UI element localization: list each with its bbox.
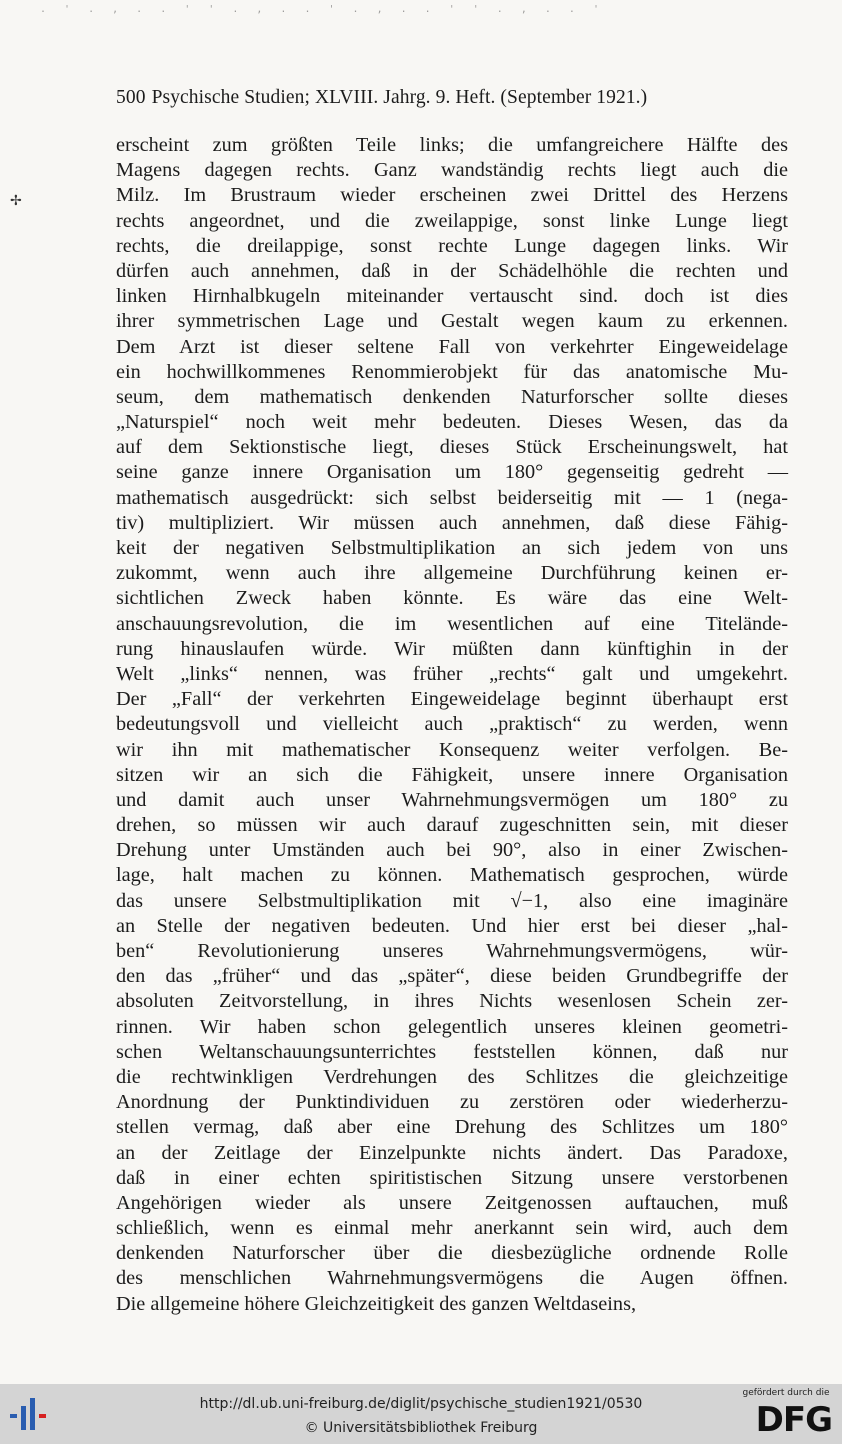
text-line: rechts angeordnet, und die zweilappige, sonst linke Lunge liegt <box>116 209 788 232</box>
text-line: die rechtwinkligen Verdrehungen des Schlitzes die gleichzeitige <box>116 1065 788 1088</box>
text-line: absoluten Zeitvorstellung, in ihres Nichts wesenlosen Schein zer- <box>116 990 788 1013</box>
running-head-title: Psychische Studien; XLVIII. Jahrg. 9. Heft. (September 1921.) <box>151 87 648 108</box>
text-line: rung hinauslaufen würde. Wir müßten dann künftighin in der <box>116 637 788 660</box>
text-line: Angehörigen wieder als unsere Zeitgenossen auftauchen, muß <box>116 1191 788 1214</box>
text-line: des menschlichen Wahrnehmungsvermögens die Augen öffnen. <box>116 1267 788 1290</box>
text-line: rechts, die dreilappige, sonst rechte Lunge dagegen links. Wir <box>116 234 788 257</box>
body-text <box>116 133 788 1317</box>
text-line: zukommt, wenn auch ihre allgemeine Durchführung keinen er- <box>116 562 788 585</box>
text-line: rinnen. Wir haben schon gelegentlich unseres kleinen geometri- <box>116 1015 788 1038</box>
text-line: Milz. Im Brustraum wieder erscheinen zwei Drittel des Herzens <box>116 184 788 207</box>
page-number: 500 <box>116 87 146 108</box>
text-line: den das „früher“ und das „später“, diese beiden Grundbegriffe der <box>116 965 788 988</box>
text-line: keit der negativen Selbstmultiplikation an sich jedem von uns <box>116 537 788 559</box>
text-line: bedeutungsvoll und vielleicht auch „praktisch“ zu werden, wenn <box>116 713 788 736</box>
text-line: stellen vermag, daß aber eine Drehung des Schlitzes um 180° <box>116 1116 788 1139</box>
text-line: seum, dem mathematisch denkenden Naturforscher sollte dieses <box>116 385 788 408</box>
text-line: linken Hirnhalbkugeln miteinander vertauscht sind. doch ist dies <box>116 285 788 308</box>
text-line: das unsere Selbstmultiplikation mit √−1, also eine imaginäre <box>116 889 788 912</box>
text-line: schließlich, wenn es einmal mehr anerkannt sein wird, auch dem <box>116 1217 788 1240</box>
text-line: Der „Fall“ der verkehrten Eingeweidelage beginnt überhaupt erst <box>116 688 788 711</box>
text-line: anschauungsrevolution, die im wesentlichen auf eine Titelände- <box>116 612 788 635</box>
scan-artifacts: . ' . , . . ' ' . , . . ' . , . . ' ' . , . . ' <box>40 4 605 15</box>
text-line: an Stelle der negativen bedeuten. Und hier erst bei dieser „hal- <box>116 914 788 937</box>
dfg-caption: gefördert durch die <box>742 1388 830 1398</box>
text-line: dürfen auch annehmen, daß in der Schädelhöhle die rechten und <box>116 259 788 282</box>
text-line: auf dem Sektionstische liegt, dieses Stück Erscheinungswelt, hat <box>116 436 788 459</box>
text-line: schen Weltanschauungsunterrichtes feststellen können, daß nur <box>116 1040 788 1063</box>
footer-copyright: © Universitätsbibliothek Freiburg <box>304 1420 538 1436</box>
text-line: tiv) multipliziert. Wir müssen auch annehmen, daß diese Fähig- <box>116 511 788 534</box>
text-line: ihrer symmetrischen Lage und Gestalt wegen kaum zu erkennen. <box>116 310 788 333</box>
text-line: Anordnung der Punktindividuen zu zerstören oder wiederherzu- <box>116 1091 788 1114</box>
text-line: Die allgemeine höhere Gleichzeitigkeit des ganzen Weltdaseins, <box>116 1292 637 1315</box>
text-line: seine ganze innere Organisation um 180° gegenseitig gedreht — <box>116 461 788 484</box>
text-line: ben“ Revolutionierung unseres Wahrnehmungsvermögens, wür- <box>116 940 788 962</box>
text-line: und damit auch unser Wahrnehmungsvermögen um 180° zu <box>116 788 788 811</box>
text-line: ein hochwillkommenes Renommierobjekt für das anatomische Mu- <box>116 360 788 383</box>
running-head <box>116 87 796 109</box>
text-line: lage, halt machen zu können. Mathematisch gesprochen, würde <box>116 864 788 887</box>
text-line: Drehung unter Umständen auch bei 90°, also in einer Zwischen- <box>116 839 788 862</box>
text-line: sichtlichen Zweck haben könnte. Es wäre das eine Welt- <box>116 587 788 610</box>
text-line: sitzen wir an sich die Fähigkeit, unsere innere Organisation <box>116 763 788 786</box>
text-line: erscheint zum größten Teile links; die umfangreichere Hälfte des <box>116 134 788 156</box>
text-line: Welt „links“ nennen, was früher „rechts“ galt und umgekehrt. <box>116 662 788 685</box>
text-line: daß in einer echten spiritistischen Sitzung unsere verstorbenen <box>116 1166 788 1189</box>
dfg-logo: DFG <box>755 1400 832 1440</box>
text-line: drehen, so müssen wir auch darauf zugeschnitten sein, mit dieser <box>116 814 788 837</box>
text-line: wir ihn mit mathematischer Konsequenz weiter verfolgen. Be- <box>116 738 788 761</box>
text-line: Dem Arzt ist dieser seltene Fall von verkehrter Eingeweidelage <box>116 335 788 358</box>
text-line: Magens dagegen rechts. Ganz wandständig rechts liegt auch die <box>116 159 788 182</box>
text-line: mathematisch ausgedrückt: sich selbst beiderseitig mit — 1 (nega- <box>116 486 788 509</box>
text-line: denkenden Naturforscher über die diesbezügliche ordnende Rolle <box>116 1242 788 1265</box>
footer-bar <box>0 1384 842 1444</box>
footer-url[interactable]: http://dl.ub.uni-freiburg.de/diglit/psychische_studien1921/0530 <box>199 1396 643 1412</box>
dfg-block <box>740 1388 832 1440</box>
text-line: „Naturspiel“ noch weit mehr bedeuten. Dieses Wesen, das da <box>116 411 788 434</box>
margin-speck: ✢ <box>10 194 22 209</box>
text-line: an der Zeitlage der Einzelpunkte nichts ändert. Das Paradoxe, <box>116 1141 788 1164</box>
